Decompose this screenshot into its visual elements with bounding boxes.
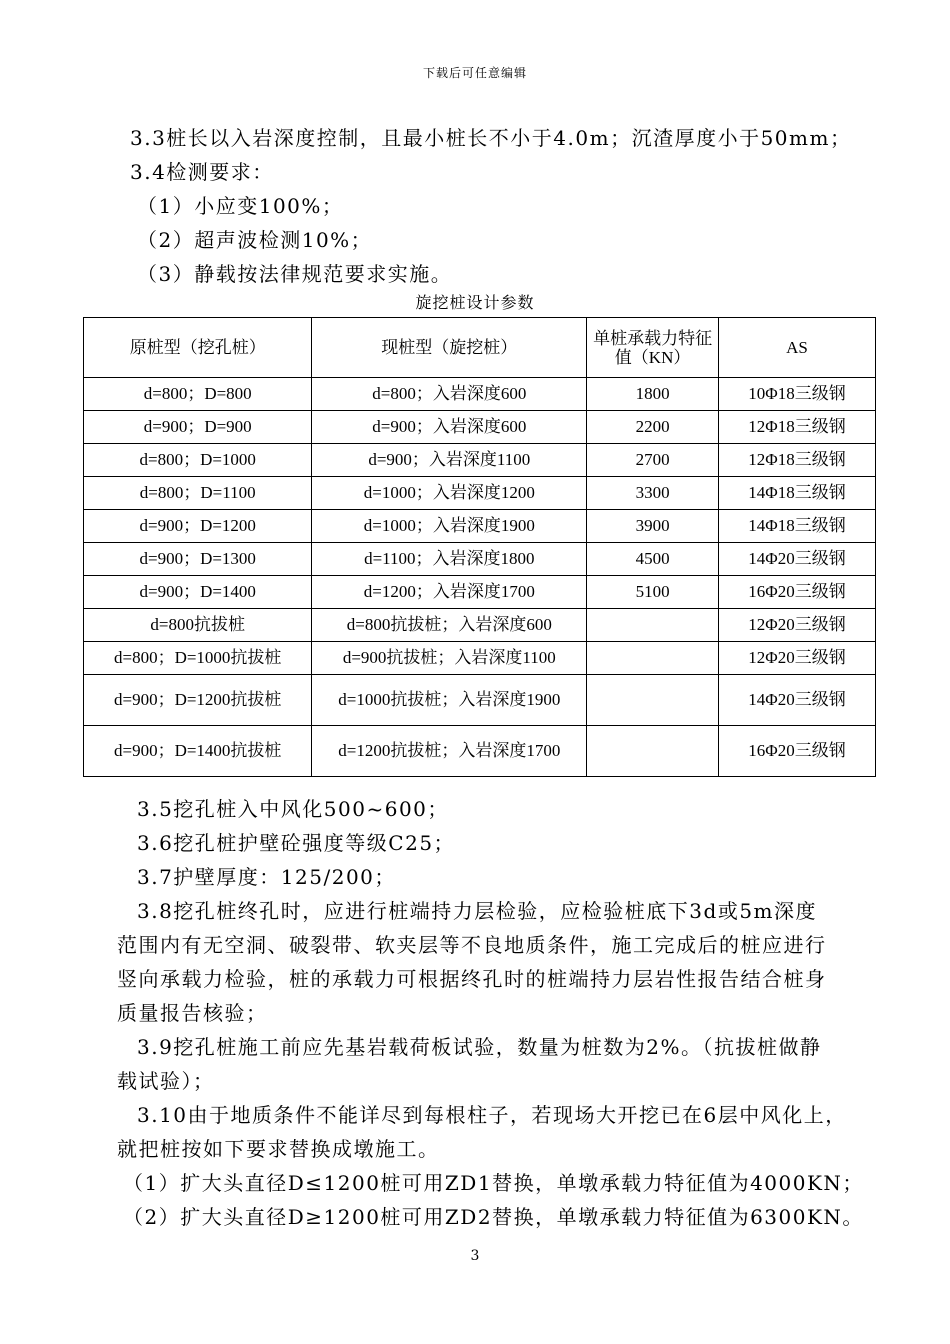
cell-original: d=900；D=1200抗拔桩 [84,675,312,726]
table-row [84,675,876,726]
cell-as: 16Φ20三级钢 [719,726,876,777]
cell-capacity: 2200 [587,411,719,444]
paragraph-3-9-line-1: 3.9挖孔桩施工前应先基岩载荷板试验，数量为桩数为2%。（抗拔桩做静 [137,1035,822,1059]
cell-capacity: 3900 [587,510,719,543]
header-original-pile: 原桩型（挖孔桩） [84,318,312,378]
table-caption: 旋挖桩设计参数 [415,293,535,312]
cell-capacity: 2700 [587,444,719,477]
header-current-pile: 现桩型（旋挖桩） [312,318,587,378]
cell-capacity: 3300 [587,477,719,510]
cell-as: 12Φ20三级钢 [719,609,876,642]
cell-as: 14Φ20三级钢 [719,543,876,576]
cell-current: d=800；入岩深度600 [312,378,587,411]
cell-as: 14Φ18三级钢 [719,477,876,510]
table-row [84,411,876,444]
paragraph-3-8-line-3: 竖向承载力检验，桩的承载力可根据终孔时的桩端持力层岩性报告结合桩身 [117,967,827,991]
cell-original: d=900；D=900 [84,411,312,444]
table-row [84,726,876,777]
paragraph-3-8-line-4: 质量报告核验； [117,1001,268,1025]
table-row [84,378,876,411]
cell-current: d=900；入岩深度600 [312,411,587,444]
cell-as: 12Φ18三级钢 [719,411,876,444]
paragraph-3-10-line-2: 就把桩按如下要求替换成墩施工。 [117,1137,440,1161]
cell-current: d=1100；入岩深度1800 [312,543,587,576]
cell-current: d=1000；入岩深度1900 [312,510,587,543]
paragraph-3-7: 3.7护壁厚度：125/200； [137,865,396,889]
cell-as: 16Φ20三级钢 [719,576,876,609]
page-number: 3 [470,1248,480,1264]
cell-original: d=900；D=1400抗拔桩 [84,726,312,777]
cell-current: d=1200；入岩深度1700 [312,576,587,609]
paragraph-3-8-line-2: 范围内有无空洞、破裂带、软夹层等不良地质条件，施工完成后的桩应进行 [117,933,827,957]
replacement-item-1: （1）扩大头直径D≤1200桩可用ZD1替换，单墩承载力特征值为4000KN； [123,1171,864,1195]
table-row [84,477,876,510]
cell-as: 14Φ20三级钢 [719,675,876,726]
cell-current: d=1000；入岩深度1200 [312,477,587,510]
cell-current: d=900；入岩深度1100 [312,444,587,477]
cell-capacity [587,726,719,777]
cell-capacity [587,642,719,675]
cell-as: 12Φ20三级钢 [719,642,876,675]
paragraph-3-10-line-1: 3.10由于地质条件不能详尽到每根柱子，若现场大开挖已在6层中风化上， [137,1103,847,1127]
table-row [84,444,876,477]
cell-as: 12Φ18三级钢 [719,444,876,477]
paragraph-3-4: 3.4检测要求： [130,160,274,184]
table-row [84,543,876,576]
paragraph-3-3: 3.3桩长以入岩深度控制，且最小桩长不小于4.0m；沉渣厚度小于50mm； [130,126,852,150]
cell-capacity [587,609,719,642]
replacement-item-2: （2）扩大头直径D≥1200桩可用ZD2替换，单墩承载力特征值为6300KN。 [123,1205,864,1229]
list-item-1: （1）小应变100%； [137,194,344,218]
cell-as: 10Φ18三级钢 [719,378,876,411]
table-row [84,576,876,609]
table-row [84,510,876,543]
header-as: AS [719,318,876,378]
cell-original: d=800；D=800 [84,378,312,411]
cell-original: d=900；D=1200 [84,510,312,543]
cell-current: d=900抗拔桩；入岩深度1100 [312,642,587,675]
cell-as: 14Φ18三级钢 [719,510,876,543]
cell-capacity: 5100 [587,576,719,609]
cell-current: d=1000抗拔桩；入岩深度1900 [312,675,587,726]
cell-original: d=900；D=1300 [84,543,312,576]
table-row [84,642,876,675]
table-header-row [84,318,876,378]
list-item-3: （3）静载按法律规范要求实施。 [137,262,453,286]
cell-original: d=800抗拔桩 [84,609,312,642]
paragraph-3-9-line-2: 载试验）； [117,1069,215,1093]
cell-original: d=800；D=1000抗拔桩 [84,642,312,675]
design-parameter-table [83,317,876,777]
cell-original: d=900；D=1400 [84,576,312,609]
cell-capacity [587,675,719,726]
cell-current: d=1200抗拔桩；入岩深度1700 [312,726,587,777]
table-row [84,609,876,642]
page-header-note: 下载后可任意编辑 [422,66,527,80]
paragraph-3-6: 3.6挖孔桩护壁砼强度等级C25； [137,831,456,855]
cell-original: d=800；D=1000 [84,444,312,477]
paragraph-3-8-line-1: 3.8挖孔桩终孔时，应进行桩端持力层检验，应检验桩底下3d或5m深度 [137,899,818,923]
cell-original: d=800；D=1100 [84,477,312,510]
cell-capacity: 4500 [587,543,719,576]
cell-current: d=800抗拔桩；入岩深度600 [312,609,587,642]
cell-capacity: 1800 [587,378,719,411]
paragraph-3-5: 3.5挖孔桩入中风化500~600； [137,797,449,821]
list-item-2: （2）超声波检测10%； [137,228,373,252]
header-bearing-capacity: 单桩承载力特征值（KN） [587,318,719,378]
